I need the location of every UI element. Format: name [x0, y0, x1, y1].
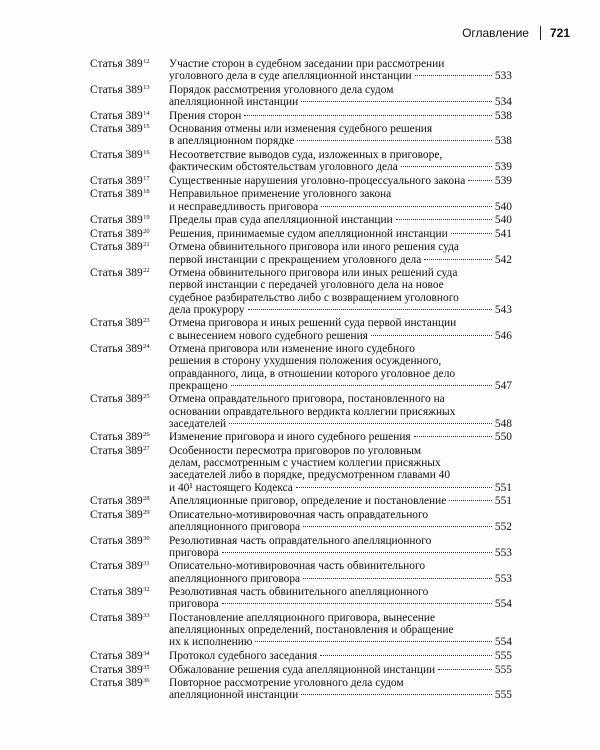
title-line: Описательно-мотивировочная часть обвинительного [169, 560, 426, 573]
title-line: Основания отмены или изменения судебного решения [169, 123, 433, 136]
page-ref: 555 [494, 663, 512, 676]
title-line: Протокол судебного заседания [169, 649, 318, 662]
article-superscript: 20 [143, 227, 150, 235]
article-superscript: 28 [143, 495, 150, 503]
toc-entry [90, 586, 512, 610]
article-superscript: 33 [143, 611, 150, 619]
article-number: Статья 389 [90, 663, 143, 676]
article-number: Статья 389 [90, 611, 143, 624]
toc-entry [90, 317, 512, 341]
title-line: апелляционной инстанции [169, 689, 299, 702]
article-label [90, 677, 169, 701]
title-line: Изменение приговора и иного судебного решения [169, 431, 411, 444]
title-line: приговора [169, 598, 219, 611]
table-of-contents [90, 58, 512, 703]
toc-entry [90, 509, 512, 533]
title-line: заседателей либо в порядке, предусмотренном главами 40 [169, 469, 451, 482]
article-superscript: 34 [143, 649, 150, 657]
title-line: прекращено [169, 379, 228, 392]
dot-leader [438, 669, 492, 670]
title-line: Пределы прав суда апелляционной инстанции [169, 214, 393, 227]
article-label [90, 188, 169, 212]
article-title [169, 560, 512, 584]
article-title [169, 431, 512, 443]
article-title [169, 393, 512, 430]
page-ref: 540 [494, 200, 512, 213]
dot-leader [320, 655, 492, 656]
page-ref: 534 [494, 96, 512, 108]
title-last-line [169, 380, 512, 392]
title-line: Постановление апелляционного приговора, вынесение [169, 611, 436, 624]
article-title [169, 445, 512, 494]
running-header [462, 26, 570, 40]
dot-leader [414, 436, 492, 437]
dot-leader [244, 115, 492, 116]
article-title [169, 535, 512, 559]
dot-leader [222, 603, 492, 604]
toc-entry [90, 241, 512, 265]
title-line: Отмена приговора или изменение иного судебного [169, 343, 415, 356]
toc-entry [90, 677, 512, 701]
page-ref: 555 [494, 649, 512, 662]
article-title [169, 343, 512, 392]
page-ref: 554 [494, 598, 512, 611]
toc-entry [90, 535, 512, 559]
title-line: Участие сторон в судебном заседании при рассмотрении [169, 58, 445, 70]
article-superscript: 23 [143, 317, 150, 325]
article-label [90, 393, 169, 430]
title-last-line [169, 135, 512, 147]
toc-entry [90, 650, 512, 662]
dot-leader [255, 641, 492, 642]
article-superscript: 15 [143, 123, 150, 131]
article-number: Статья 389 [90, 677, 143, 690]
article-number: Статья 389 [90, 393, 143, 406]
article-label [90, 612, 169, 649]
article-title [169, 110, 512, 122]
article-superscript: 25 [143, 393, 150, 401]
article-label [90, 431, 169, 443]
title-line: Резолютивная часть оправдательного апелляционного [169, 534, 432, 547]
article-number: Статья 389 [90, 58, 143, 70]
article-number: Статья 389 [90, 534, 143, 547]
title-line: делам, рассмотренным с участием коллегии присяжных [169, 457, 441, 470]
title-last-line [169, 201, 512, 213]
article-label [90, 445, 169, 494]
title-last-line [169, 214, 512, 226]
title-last-line [169, 495, 512, 507]
page-ref: 539 [494, 174, 512, 187]
page-ref: 555 [494, 689, 512, 702]
article-superscript: 26 [143, 431, 150, 439]
article-superscript: 29 [143, 508, 150, 516]
page-ref: 542 [494, 253, 512, 266]
article-label [90, 495, 169, 507]
article-label [90, 175, 169, 187]
article-label [90, 317, 169, 341]
toc-entry [90, 612, 512, 649]
dot-leader [303, 526, 492, 527]
title-last-line [169, 254, 512, 266]
article-superscript: 32 [143, 586, 150, 594]
title-line: основании оправдательного вердикта коллегии присяжных [169, 405, 456, 418]
page-ref: 539 [494, 161, 512, 174]
dot-leader [401, 166, 492, 167]
title-line: апелляционного приговора [169, 572, 301, 585]
article-superscript: 19 [143, 214, 150, 222]
article-number: Статья 389 [90, 495, 143, 508]
toc-entry [90, 123, 512, 147]
toc-entry [90, 445, 512, 494]
article-superscript: 16 [143, 148, 150, 156]
title-line: фактическим обстоятельствам уголовного дела [169, 161, 398, 174]
article-label [90, 267, 169, 316]
article-superscript: 12 [143, 58, 150, 65]
article-title [169, 241, 512, 265]
article-title [169, 123, 512, 147]
title-last-line [169, 70, 512, 82]
dot-leader [449, 500, 492, 501]
article-number: Статья 389 [90, 431, 143, 444]
title-line: Описательно-мотивировочная часть оправдательного [169, 508, 429, 521]
article-number: Статья 389 [90, 444, 143, 457]
article-superscript: 27 [143, 444, 150, 452]
page-number: 721 [549, 26, 570, 40]
article-label [90, 84, 169, 108]
article-title [169, 677, 512, 701]
page-ref: 553 [494, 546, 512, 559]
article-number: Статья 389 [90, 241, 143, 254]
toc-entry [90, 560, 512, 584]
page-ref: 553 [494, 572, 512, 585]
title-last-line [169, 650, 512, 662]
title-line: Резолютивная часть обвинительного апелляционного [169, 586, 429, 599]
article-label [90, 123, 169, 147]
dot-leader [248, 309, 492, 310]
title-line: Несоответствие выводов суда, изложенных в приговоре, [169, 148, 443, 161]
article-label [90, 535, 169, 559]
title-last-line [169, 664, 512, 676]
page-ref: 552 [494, 520, 512, 533]
article-label [90, 228, 169, 240]
article-superscript: 36 [143, 677, 150, 685]
title-last-line [169, 431, 512, 443]
title-line: первой инстанции с прекращением уголовного дела [169, 253, 422, 266]
article-label [90, 586, 169, 610]
dot-leader [303, 578, 492, 579]
title-line: Неправильное применение уголовного закона [169, 188, 392, 201]
dot-leader [451, 233, 492, 234]
title-line: Порядок рассмотрения уголовного дела судом [169, 83, 394, 96]
title-last-line [169, 636, 512, 648]
page-ref: 546 [494, 329, 512, 342]
title-line: и 40¹ настоящего Кодекса [169, 481, 293, 494]
toc-entry [90, 267, 512, 316]
article-label [90, 241, 169, 265]
title-line: Апелляционные приговор, определение и постановление [169, 495, 447, 508]
dot-leader [222, 552, 492, 553]
dot-leader [424, 259, 492, 260]
title-last-line [169, 547, 512, 559]
article-number: Статья 389 [90, 109, 143, 122]
page-ref: 547 [494, 379, 512, 392]
article-title [169, 84, 512, 108]
dot-leader [371, 335, 492, 336]
toc-entry [90, 431, 512, 443]
dot-leader [301, 694, 492, 695]
toc-entry [90, 110, 512, 122]
article-title [169, 228, 512, 240]
article-number: Статья 389 [90, 560, 143, 573]
title-line: апелляционного приговора [169, 520, 301, 533]
toc-entry [90, 228, 512, 240]
article-superscript: 17 [143, 174, 150, 182]
section-title: Оглавление [462, 26, 529, 40]
article-number: Статья 389 [90, 649, 143, 662]
page-ref: 551 [494, 495, 512, 508]
dot-leader [229, 423, 492, 424]
title-line: апелляционной инстанции [169, 96, 299, 108]
toc-entry [90, 495, 512, 507]
toc-entry [90, 393, 512, 430]
page-ref: 543 [494, 303, 512, 316]
dot-leader [301, 101, 492, 102]
dot-leader [296, 487, 492, 488]
article-label [90, 664, 169, 676]
title-last-line [169, 573, 512, 585]
title-line: Отмена обвинительного приговора или иного решения суда [169, 241, 459, 254]
title-line: Отмена обвинительного приговора или иных решений суда [169, 267, 458, 280]
title-last-line [169, 304, 512, 316]
title-line: Повторное рассмотрение уголовного дела судом [169, 677, 404, 690]
article-label [90, 509, 169, 533]
dot-leader [297, 140, 492, 141]
page-ref: 548 [494, 417, 512, 430]
title-line: первой инстанции с передачей уголовного дела на новое [169, 279, 444, 292]
title-line: Решения, принимаемые судом апелляционной инстанции [169, 227, 448, 240]
title-line: и несправедливость приговора [169, 200, 319, 213]
article-number: Статья 389 [90, 227, 143, 240]
dot-leader [231, 385, 492, 386]
article-superscript: 35 [143, 663, 150, 671]
title-last-line [169, 161, 512, 173]
article-number: Статья 389 [90, 317, 143, 330]
article-superscript: 22 [143, 267, 150, 275]
title-line: Отмена оправдательного приговора, постановленного на [169, 393, 445, 406]
article-superscript: 31 [143, 560, 150, 568]
page-ref: 554 [494, 636, 512, 649]
title-last-line [169, 110, 512, 122]
page-ref: 533 [494, 70, 512, 83]
title-line: Прения сторон [169, 109, 242, 122]
article-label [90, 650, 169, 662]
header-divider [540, 26, 541, 40]
article-number: Статья 389 [90, 267, 143, 280]
article-number: Статья 389 [90, 508, 143, 521]
dot-leader [468, 180, 492, 181]
article-title [169, 664, 512, 676]
article-title [169, 267, 512, 316]
title-line: с вынесением нового судебного решения [169, 329, 368, 342]
toc-entry [90, 343, 512, 392]
title-last-line [169, 521, 512, 533]
title-last-line [169, 689, 512, 701]
page-ref: 550 [494, 431, 512, 444]
page-ref: 538 [494, 109, 512, 122]
article-label [90, 110, 169, 122]
article-number: Статья 389 [90, 188, 143, 201]
article-title [169, 175, 512, 187]
dot-leader [321, 206, 492, 207]
dot-leader [396, 219, 492, 220]
toc-entry [90, 214, 512, 226]
page-ref: 551 [494, 481, 512, 494]
title-line: Отмена приговора и иных решений суда первой инстанции [169, 317, 457, 330]
article-title [169, 495, 512, 507]
article-title [169, 317, 512, 341]
title-line: Особенности пересмотра приговоров по уголовным [169, 444, 422, 457]
article-title [169, 612, 512, 649]
article-number: Статья 389 [90, 586, 143, 599]
title-last-line [169, 598, 512, 610]
title-last-line [169, 330, 512, 342]
article-superscript: 14 [143, 109, 150, 117]
title-line: судебное разбирательство либо с возвращением уголовного [169, 291, 459, 304]
title-line: решения в сторону ухудшения положения осужденного, [169, 355, 442, 368]
title-line: заседателей [169, 417, 227, 430]
article-title [169, 188, 512, 212]
toc-entry [90, 664, 512, 676]
title-line: апелляционных определений, постановления и обращение [169, 624, 454, 637]
title-line: дела прокурору [169, 303, 245, 316]
toc-entry [90, 188, 512, 212]
article-label [90, 149, 169, 173]
toc-entry [90, 149, 512, 173]
dot-leader [415, 75, 492, 76]
article-number: Статья 389 [90, 148, 143, 161]
title-last-line [169, 175, 512, 187]
title-line: уголовного дела в суде апелляционной инстанции [169, 70, 412, 83]
page-ref: 538 [494, 135, 512, 148]
title-line: приговора [169, 546, 219, 559]
article-number: Статья 389 [90, 83, 143, 96]
title-line: оправданного, лица, в отношении которого уголовное дело [169, 367, 456, 380]
article-number: Статья 389 [90, 174, 143, 187]
article-title [169, 509, 512, 533]
toc-entry [90, 58, 512, 82]
title-last-line [169, 482, 512, 494]
article-title [169, 214, 512, 226]
article-superscript: 18 [143, 188, 150, 196]
article-number: Статья 389 [90, 343, 143, 356]
title-line: их к исполнению [169, 636, 253, 649]
article-label [90, 58, 169, 82]
article-title [169, 650, 512, 662]
toc-entry [90, 84, 512, 108]
title-line: Обжалование решения суда апелляционной инстанции [169, 663, 436, 676]
page-ref: 540 [494, 214, 512, 227]
toc-entry [90, 175, 512, 187]
title-last-line [169, 96, 512, 108]
article-title [169, 586, 512, 610]
article-label [90, 214, 169, 226]
article-superscript: 13 [143, 83, 150, 91]
title-last-line [169, 228, 512, 240]
title-line: в апелляционном порядке [169, 135, 295, 148]
article-title [169, 58, 512, 82]
article-superscript: 24 [143, 343, 150, 351]
article-label [90, 560, 169, 584]
article-title [169, 149, 512, 173]
page-ref: 541 [494, 227, 512, 240]
title-last-line [169, 418, 512, 430]
article-superscript: 21 [143, 241, 150, 249]
article-number: Статья 389 [90, 123, 143, 136]
title-line: Существенные нарушения уголовно-процессуального закона [169, 174, 466, 187]
article-superscript: 30 [143, 534, 150, 542]
article-label [90, 343, 169, 392]
article-number: Статья 389 [90, 214, 143, 227]
